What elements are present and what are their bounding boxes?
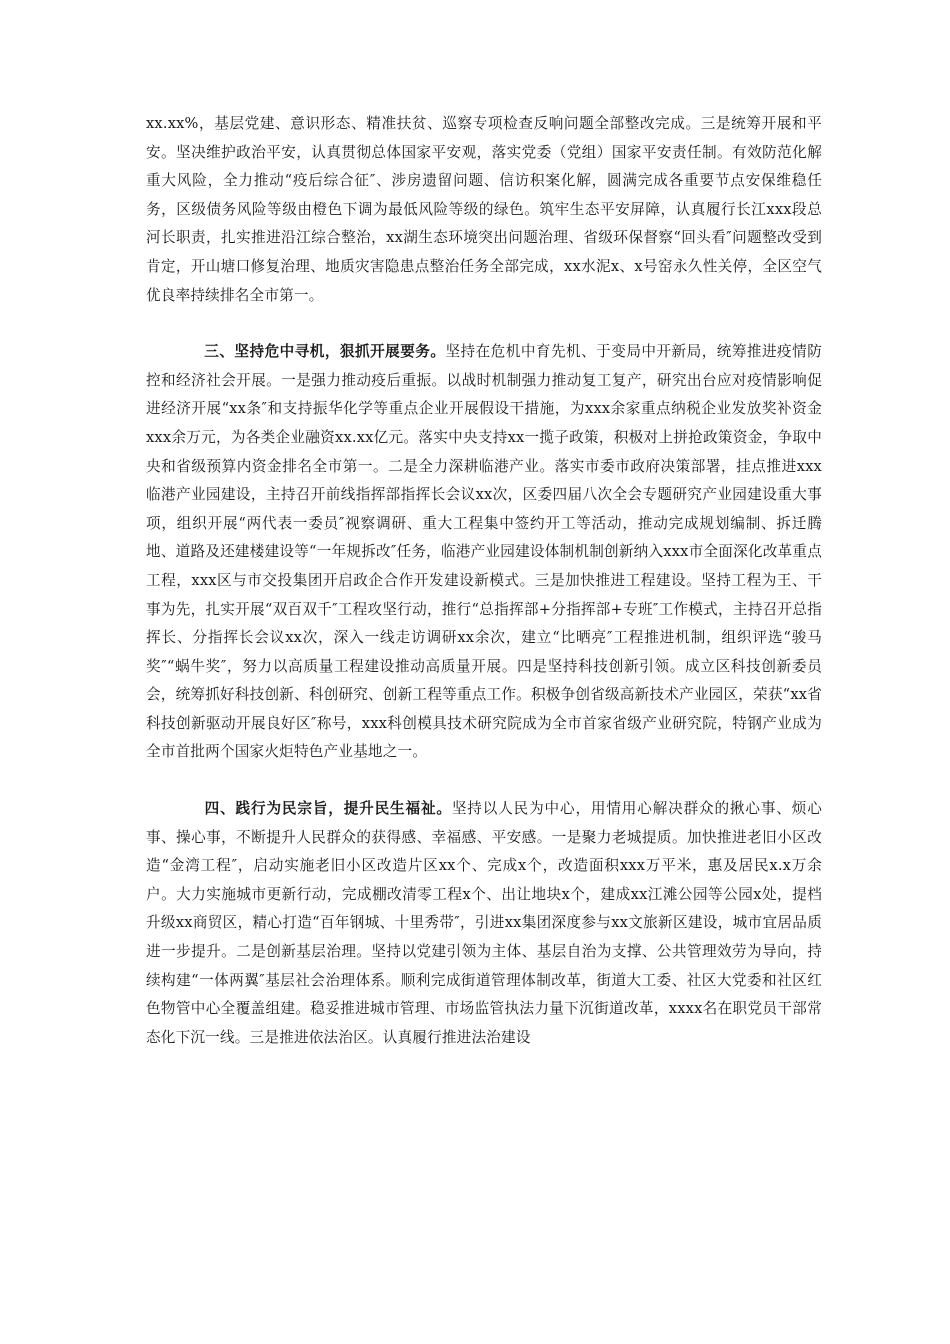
paragraph-continuation — [146, 110, 822, 310]
paragraph-section-four — [146, 795, 822, 1052]
paragraph-body: 坚持在危机中育先机、于变局中开新局，统筹推进疫情防控和经济社会开展。一是强力推动疫后重振。以战时机制强力推动复工复产，研究出台应对疫情影响促进经济开展“xx条″和支持振华化学等重点企业开展假设干措施，为xxx余家重点纳税企业发放奖补资金xxx余万元，为各类企业融资xx.xx亿元。落实中央支持xx一揽子政策，积极对上拼抢政策资金，争取中央和省级预算内资金排名全市第一。二是全力深耕临港产业。落实市委市政府决策部署，挂点推进xxx临港产业园建设，主持召开前线指挥部指挥长会议xx次，区委四届八次全会专题研究产业园建设重大事项，组织开展“两代表一委员″视察调研、重大工程集中签约开工等活动，推动完成规划编制、拆迁腾地、道路及还建楼建设等“一年规拆改″任务，临港产业园建设体制机制创新纳入xxx市全面深化改革重点工程，xxx区与市交投集团开启政企合作开发建设新模式。三是加快推进工程建设。坚持工程为王、干事为先，扎实开展“双百双千″工程攻坚行动，推行“总指挥部+分指挥部+专班″工作模式，主持召开总指挥长、分指挥长会议xx次，深入一线走访调研xx余次，建立“比晒亮″工程推进机制，组织评选“骏马奖″“蜗牛奖″，努力以高质量工程建设推动高质量开展。四是坚持科技创新引领。成立区科技创新委员会，统筹抓好科技创新、科创研究、创新工程等重点工作。积极争创省级高新技术产业园区，荣获“xx省科技创新驱动开展良好区″称号，xxx科创模具技术研究院成为全市首家省级产业研究院，特钢产业成为全市首批两个国家火炬特色产业基地之一。 — [146, 343, 822, 761]
paragraph-section-three — [146, 338, 822, 767]
section-heading: 四、践行为民宗旨，提升民生福祉。 — [204, 800, 452, 818]
paragraph-body: xx.xx%，基层党建、意识形态、精准扶贫、巡察专项检查反响问题全部整改完成。三是统筹开展和平安。坚决维护政治平安，认真贯彻总体国家平安观，落实党委（党组）国家平安责任制。有效防范化解重大风险，全力推动“疫后综合征″、涉房遗留问题、信访积案化解，圆满完成各重要节点安保维稳任务，区级债务风险等级由橙色下调为最低风险等级的绿色。筑牢生态平安屏障，认真履行长江xxx段总河长职责，扎实推进沿江综合整治，xx湖生态环境突出问题治理、省级环保督察“回头看″问题整改受到肯定，开山塘口修复治理、地质灾害隐患点整治任务全部完成，xx水泥x、x号窑永久性关停，全区空气优良率持续排名全市第一。 — [146, 115, 822, 304]
section-heading: 三、坚持危中寻机，狠抓开展要务。 — [204, 343, 446, 361]
paragraph-body: 坚持以人民为中心，用情用心解决群众的揪心事、烦心事、操心事，不断提升人民群众的获得感、幸福感、平安感。一是聚力老城提质。加快推进老旧小区改造“金湾工程″，启动实施老旧小区改造片区xx个、完成x个，改造面积xxx万平米，惠及居民x.x万余户。大力实施城市更新行动，完成棚改清零工程x个、出让地块x个，建成xx江滩公园等公园x处，提档升级xx商贸区，精心打造“百年钢城、十里秀带″，引进xx集团深度参与xx文旅新区建设，城市宜居品质进一步提升。二是创新基层治理。坚持以党建引领为主体、基层自治为支撑、公共管理效劳为导向，持续构建“一体两翼″基层社会治理体系。顺利完成街道管理体制改革，街道大工委、社区大党委和社区红色物管中心全覆盖组建。稳妥推进城市管理、市场监管执法力量下沉街道改革，xxxx名在职党员干部常态化下沉一线。三是推进依法治区。认真履行推进法治建设 — [146, 800, 822, 1046]
document-page — [146, 110, 822, 1052]
